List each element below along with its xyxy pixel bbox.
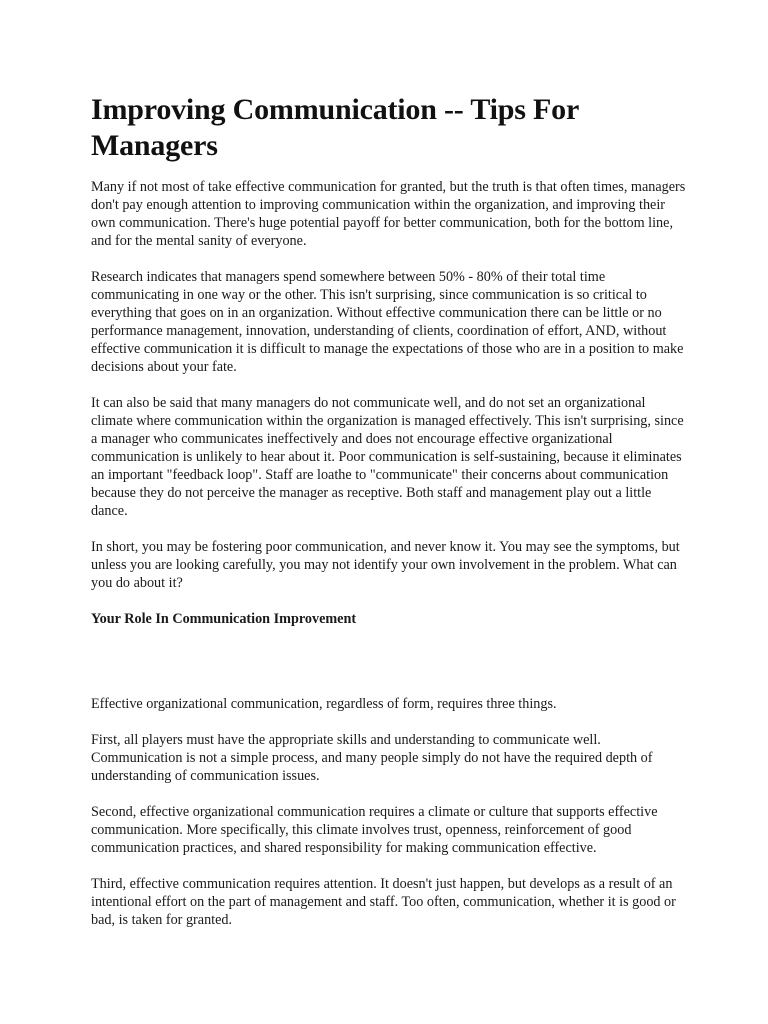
paragraph-intro-3: It can also be said that many managers do not communicate well, and do not set an organizational climate where communication within the organization is managed effectively. This isn't surprising, since a manager who communicates ineffectively and does not encourage effective organizational communication is unlikely to hear about it. Poor communication is self-sustaining, because it eliminates an important "feedback loop". Staff are loathe to "communicate" their concerns about communication because they do not perceive the manager as receptive. Both staff and management play out a little dance. [91,395,684,519]
paragraph-intro-4: In short, you may be fostering poor communication, and never know it. You may see the symptoms, but unless you are looking carefully, you may not identify your own involvement in the problem. What can you do about it? [91,539,680,591]
document-page [91,92,687,947]
paragraph-section-4: Third, effective communication requires attention. It doesn't just happen, but develops as a result of an intentional effort on the part of management and staff. Too often, communication, whether it is good or bad, is taken for granted. [91,876,676,928]
paragraph-section-1: Effective organizational communication, regardless of form, requires three things. [91,696,557,712]
paragraph-section-3: Second, effective organizational communication requires a climate or culture that supports effective communication. More specifically, this climate involves trust, openness, reinforcement of good communication practices, and shared responsibility for making communication effective. [91,804,658,856]
paragraph-section-2: First, all players must have the appropriate skills and understanding to communicate well. Communication is not a simple process, and many people simply do not have the required depth of understanding of communication issues. [91,732,653,784]
document-title: Improving Communication -- Tips For Managers [91,93,579,162]
paragraph-intro-2: Research indicates that managers spend somewhere between 50% - 80% of their total time communicating in one way or the other. This isn't surprising, since communication is so critical to everything that goes on in an organization. Without effective communication there can be little or no performance management, innovation, understanding of clients, coordination of effort, AND, without effective communication it is difficult to manage the expectations of those who are in a position to make decisions about your fate. [91,269,684,375]
section-heading: Your Role In Communication Improvement [91,611,357,627]
paragraph-intro-1: Many if not most of take effective communication for granted, but the truth is that often times, managers don't pay enough attention to improving communication within the organization, and improving their own communication. There's huge potential payoff for better communication, both for the bottom line, and for the mental sanity of everyone. [91,179,686,249]
